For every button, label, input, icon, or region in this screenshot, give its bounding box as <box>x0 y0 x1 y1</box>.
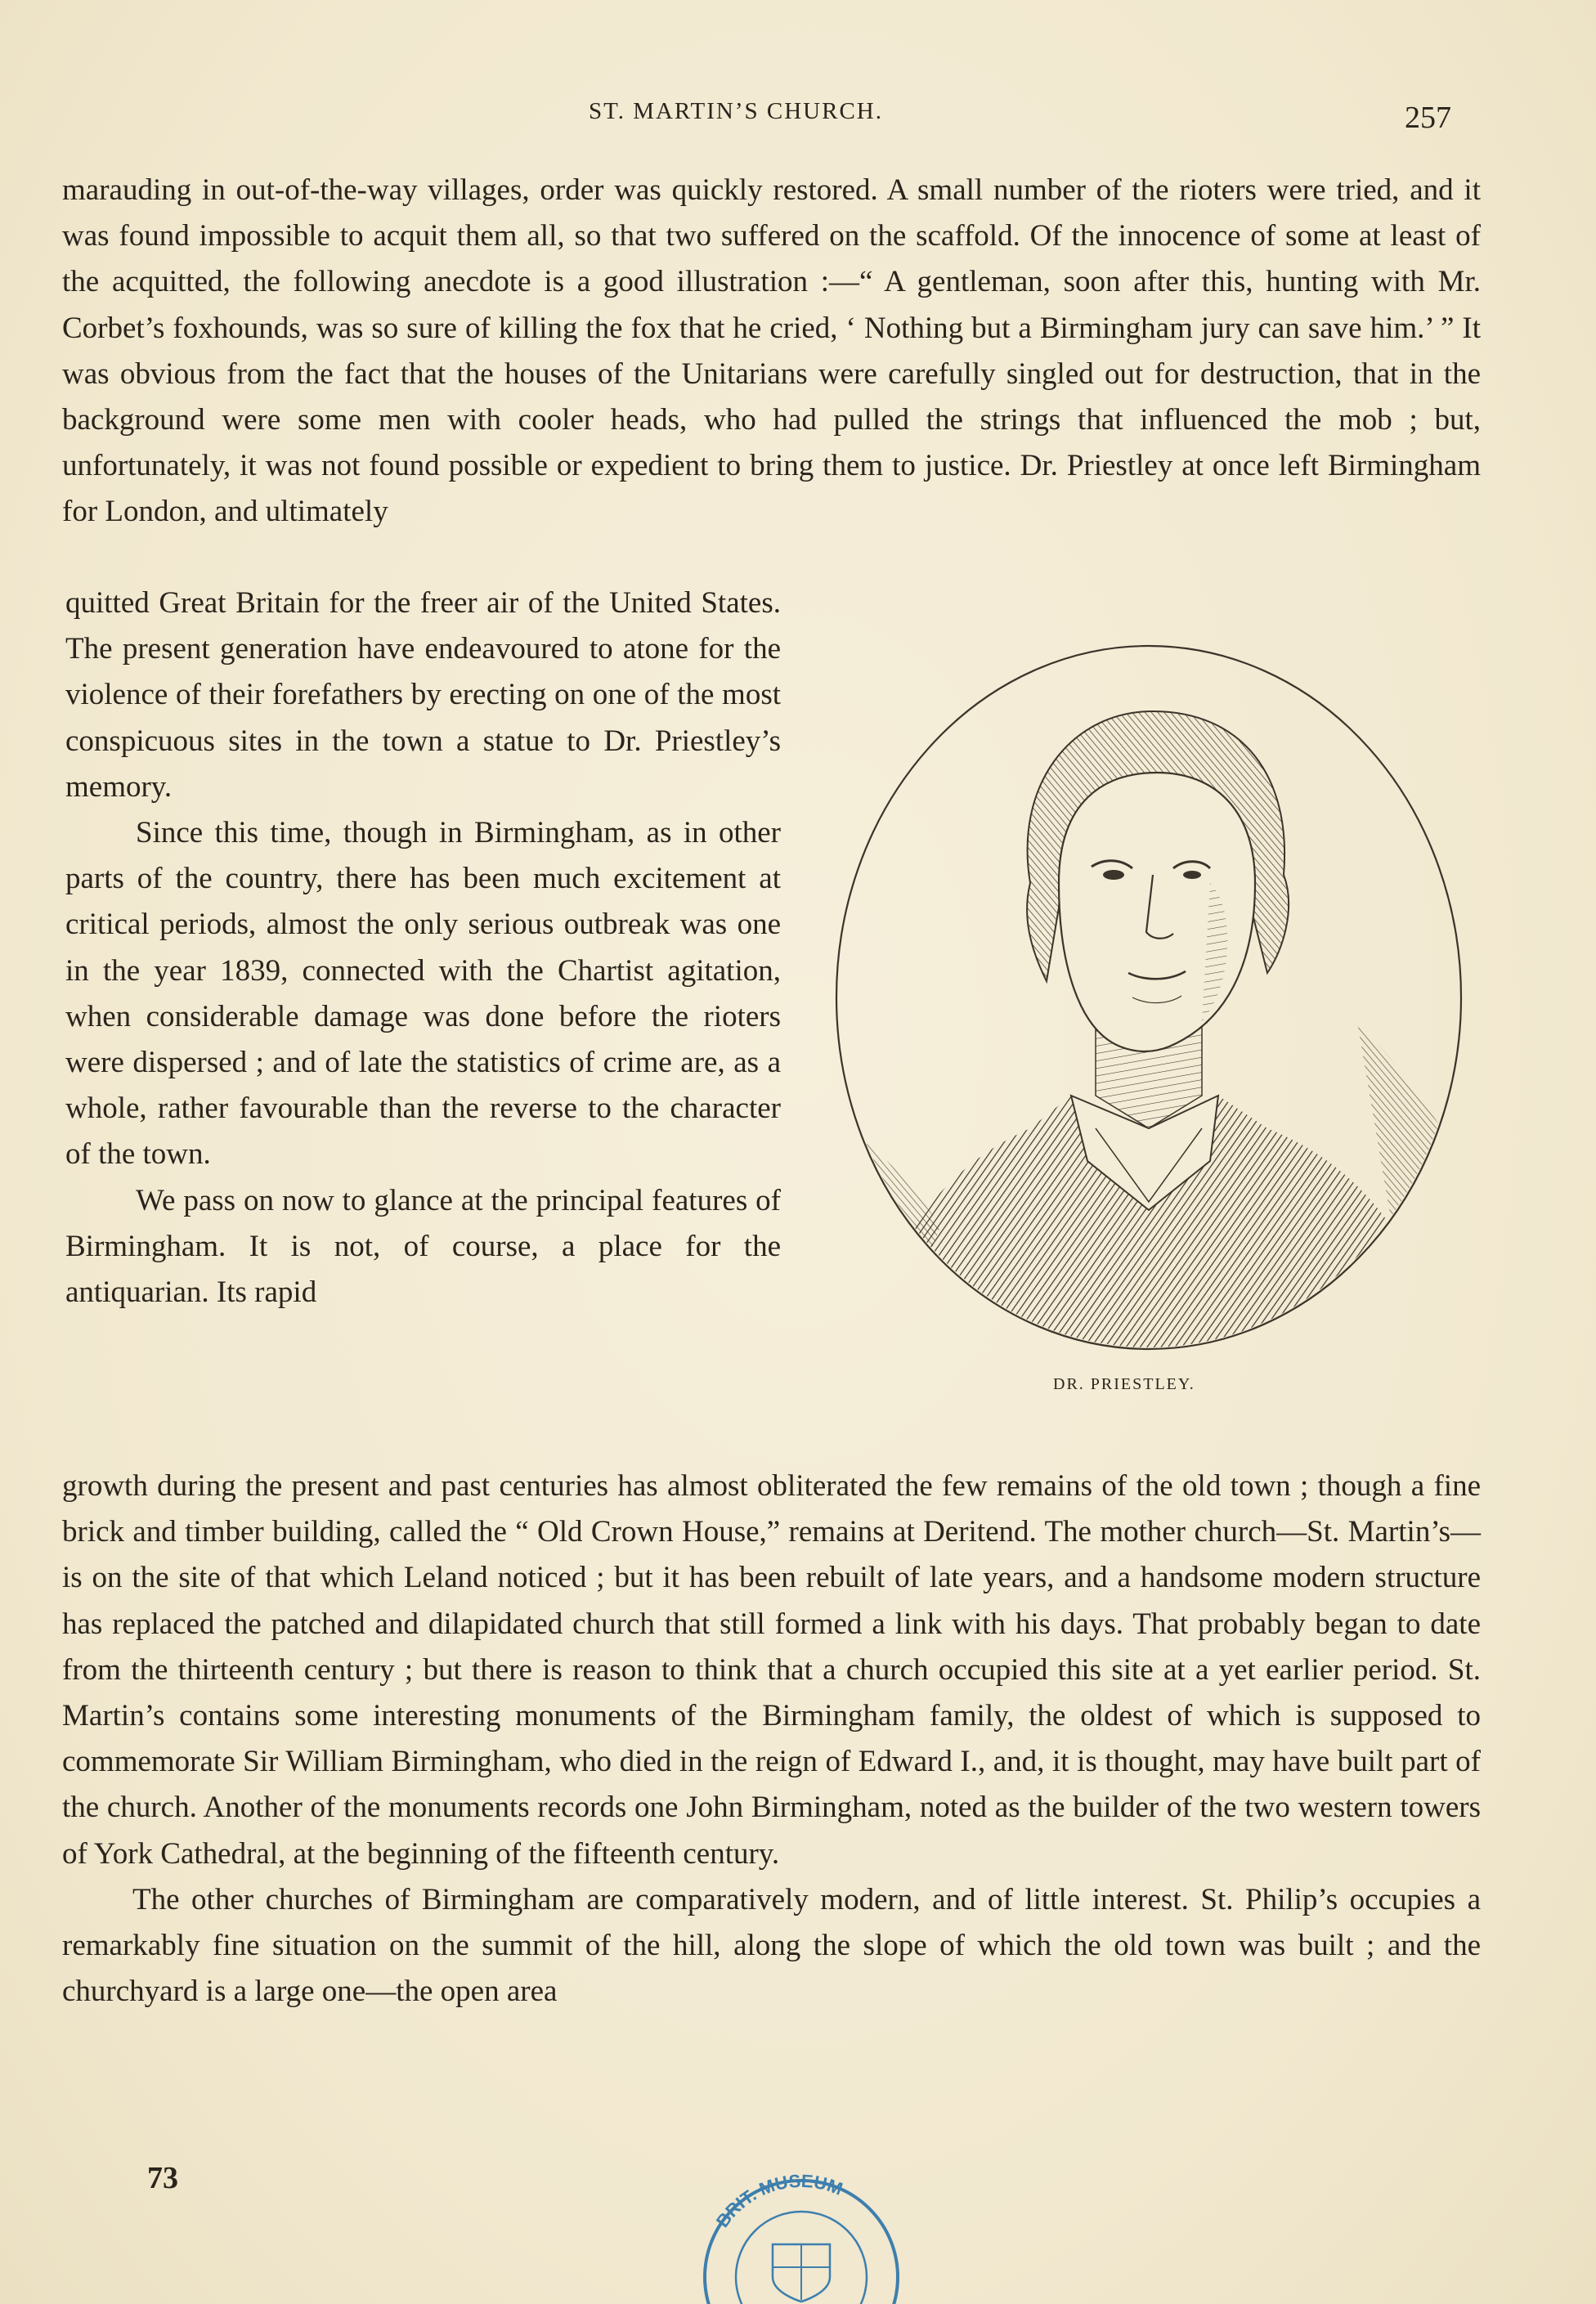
page-number: 257 <box>1405 101 1451 135</box>
running-head <box>0 92 1596 135</box>
paragraph-narrow-3: We pass on now to glance at the principal features of Birmingham. It is not, of course, a place for the antiquarian. Its rapid <box>65 1183 781 1310</box>
priestley-portrait <box>826 638 1472 1357</box>
running-title: ST. MARTIN’S CHURCH. <box>589 98 883 124</box>
text-block-narrow <box>65 580 781 1316</box>
paragraph-narrow-2: Since this time, though in Birmingham, as in other parts of the country, there has been much excitement at critical periods, almost the only serious outbreak was one in the year 1839, connected with the Chartist agitation, when considerable damage was done before the rioters were dispersed ; and of late the statistics of crime are, as a whole, rather favourable than the reverse to the character of the town. <box>65 816 781 1172</box>
figure-caption: DR. PRIESTLEY. <box>1053 1375 1195 1393</box>
text-block-top <box>62 168 1481 536</box>
paragraph-bottom-2: The other churches of Birmingham are comparatively modern, and of little interest. St. Philip’s occupies a remarkably fine situation on the summit of the hill, along the slope of which the old town was built ; and the churchyard is a large one—the open area <box>62 1882 1481 2009</box>
paragraph-top: marauding in out-of-the-way villages, order was quickly restored. A small number of the rioters were tried, and it was found impossible to acquit them all, so that two suffered on the scaffold. Of the innocence of some at least of the acquitted, the following anecdote is a good illustration :—“ A gentleman, soon after this, hunting with Mr. Corbet’s foxhounds, was so sure of killing the fox that he cried, ‘ Nothing but a Birmingham jury can save him.’ ” It was obvious from the fact that the houses of the Unitarians were carefully singled out for destruction, that in the background were some men with cooler heads, who had pulled the strings that influenced the mob ; but, unfortunately, it was not found possible or expedient to bring them to justice. Dr. Priestley at once left Birmingham for London, and ultimately <box>62 173 1481 529</box>
stamp-text: BRIT. MUSEUM <box>711 2170 846 2231</box>
paragraph-bottom-1: growth during the present and past centuries has almost obliterated the few remains of the old town ; though a fine brick and timber building, called the “ Old Crown House,” remains at Deritend. The mother church—St. Martin’s—is on the site of that which Leland noticed ; but it has been rebuilt of late years, and a handsome modern structure has replaced the patched and dilapidated church that still formed a link with his days. That probably began to date from the thirteenth century ; but there is reason to think that a church occupied this site at a yet earlier period. St. Martin’s contains some interesting monuments of the Birmingham family, the oldest of which is supposed to commemorate Sir William Birmingham, who died in the reign of Edward I., and, it is thought, may have built part of the church. Another of the monuments records one John Birmingham, noted as the builder of the two western towers of York Cathedral, at the beginning of the fifteenth century. <box>62 1469 1481 1871</box>
museum-stamp <box>683 2154 920 2304</box>
signature-mark: 73 <box>147 2161 178 2195</box>
paragraph-narrow-1: quitted Great Britain for the freer air of the United States. The present generation have endeavoured to atone for the violence of their forefathers by erecting on one of the most conspicuous sites in the town a statue to Dr. Priestley’s memory. <box>65 586 781 804</box>
text-block-bottom <box>62 1464 1481 2015</box>
